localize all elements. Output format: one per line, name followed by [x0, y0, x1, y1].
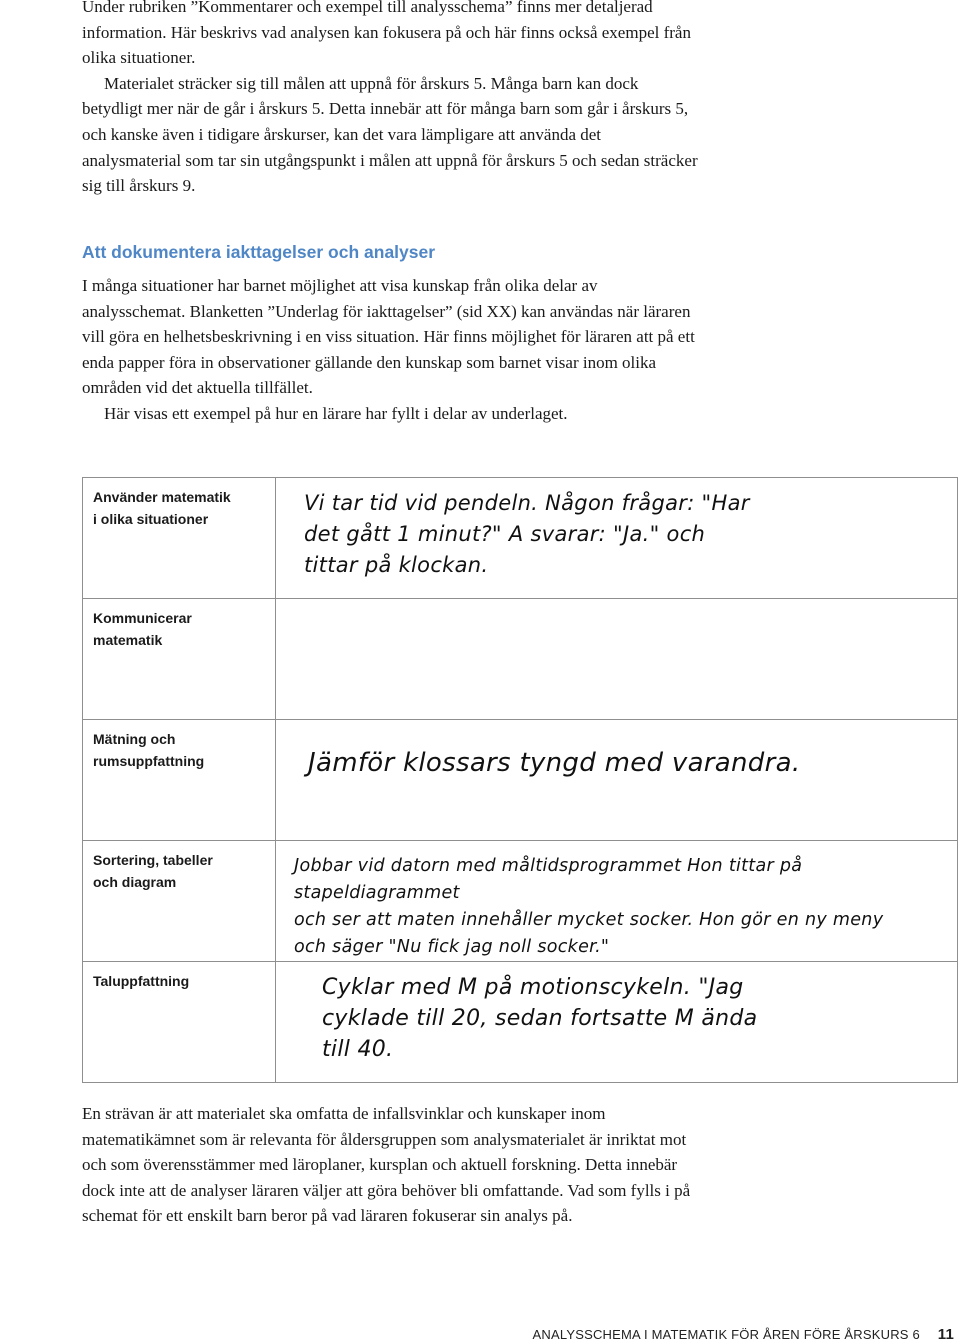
note-cell: [276, 478, 958, 599]
page-number: 11: [937, 1326, 954, 1343]
handwritten-note: [304, 488, 750, 581]
row-label: Mätning och rumsuppfattning: [83, 720, 276, 841]
section-paragraph-2: Här visas ett exempel på hur en lärare har fyllt i delar av underlaget.: [104, 403, 568, 423]
note-line: Vi tar tid vid pendeln. Någon frågar: "Har: [304, 491, 750, 515]
row-label: Använder matematik i olika situationer: [83, 478, 276, 599]
intro-paragraph-1: Under rubriken ”Kommentarer och exempel till analysschema” finns mer detaljerad information. Här beskrivs vad analysen kan fokusera på och här finns också exempel från olika situationer.: [82, 0, 691, 68]
table-row: [83, 841, 958, 962]
note-cell-empty: [276, 599, 958, 720]
observation-form-table: [82, 477, 958, 1083]
note-line: Jobbar vid datorn med måltidsprogrammet Hon tittar på stapeldiagrammet: [294, 856, 803, 903]
handwritten-note: [294, 853, 957, 961]
row-label: Kommunicerar matematik: [83, 599, 276, 720]
note-cell: [276, 962, 958, 1083]
note-line: Cyklar med M på motionscykeln. "Jag: [322, 975, 744, 1000]
handwritten-note: [308, 746, 800, 780]
intro-paragraph-2: Materialet sträcker sig till målen att uppnå för årskurs 5. Många barn kan dock betydligt mer när de går i årskurs 5. Detta innebär att för många barn som går i årskurs 5, och kanske även i tidigare årskurser, kan det vara lämpligare att använda det analysmaterial som tar sin utgångspunkt i målen att uppnå för årskurs 5 och sedan sträcker sig till årskurs 9.: [82, 73, 698, 196]
note-cell: [276, 841, 958, 962]
section-body: [82, 273, 702, 427]
note-line: cyklade till 20, sedan fortsatte M ända: [322, 1006, 758, 1031]
section-heading: Att dokumentera iakttagelser och analyser: [82, 242, 436, 262]
note-line: tittar på klockan.: [304, 553, 489, 577]
table-row: [83, 599, 958, 720]
note-line: till 40.: [322, 1037, 394, 1062]
table-row: [83, 720, 958, 841]
closing-text: [82, 1101, 702, 1229]
note-line: och ser att maten innehåller mycket socker. Hon gör en ny meny: [294, 910, 884, 930]
note-line: det gått 1 minut?" A svarar: "Ja." och: [304, 522, 706, 546]
table-row: [83, 478, 958, 599]
row-label: Taluppfattning: [83, 962, 276, 1083]
section-paragraph-1: I många situationer har barnet möjlighet att visa kunskap från olika delar av analysschemat. Blanketten ”Underlag för iakttagelser” (sid XX) kan användas när läraren vill göra en helhetsbeskrivning i en viss situation. Här finns möjlighet för läraren att på ett enda papper föra in observationer gällande den kunskap som barnet visar inom olika områden vid det aktuella tillfället.: [82, 276, 695, 398]
page-footer: [533, 1326, 954, 1343]
row-label: Sortering, tabeller och diagram: [83, 841, 276, 962]
footer-title: ANALYSSCHEMA I MATEMATIK FÖR ÅREN FÖRE ÅRSKURS 6: [532, 1327, 920, 1342]
note-line: Jämför klossars tyngd med varandra.: [308, 748, 801, 778]
table-row: [83, 962, 958, 1083]
note-line: och säger "Nu fick jag noll socker.": [294, 937, 610, 957]
note-cell: [276, 720, 958, 841]
handwritten-note: [322, 972, 757, 1065]
closing-paragraph: En strävan är att materialet ska omfatta de infallsvinklar och kunskaper inom matematikämnet som är relevanta för åldersgruppen som analysmaterialet är inriktat mot och som överensstämmer med läroplaner, kursplan och aktuell forskning. Detta innebär dock inte att de analyser läraren väljer att göra behöver bli omfattande. Vad som fylls i på schemat för ett enskilt barn beror på vad läraren fokuserar sin analys på.: [82, 1104, 691, 1226]
intro-text: [82, 0, 702, 199]
